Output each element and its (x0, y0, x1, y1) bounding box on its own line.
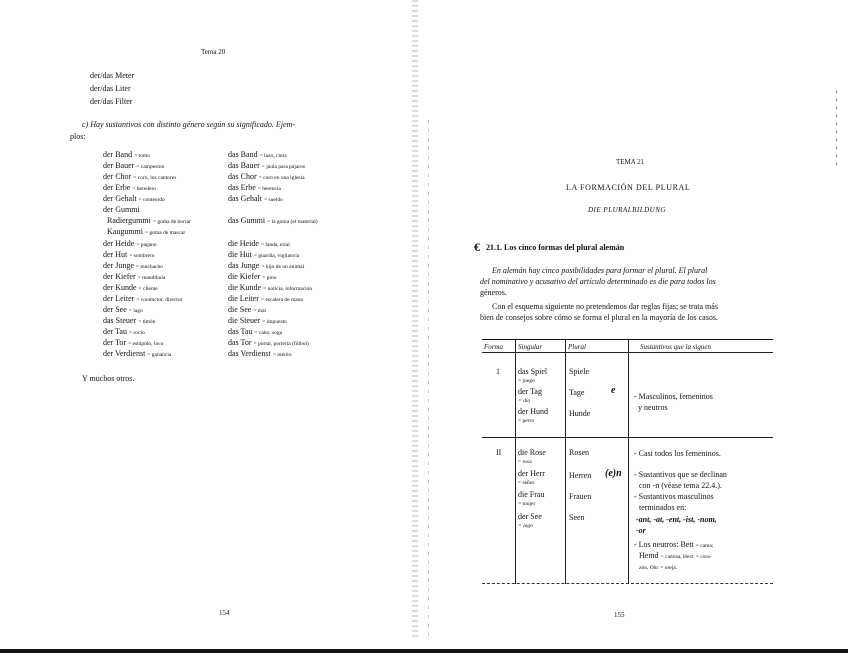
word: das Gummi (228, 216, 266, 225)
gloss: = pagano (136, 242, 157, 248)
word: der Kiefer (103, 272, 136, 281)
singular-word: der Herr (518, 469, 545, 478)
gloss: = contenido (138, 197, 165, 203)
gloss: = heredero (132, 186, 157, 192)
rule-description: - Sustantivos que se declinan (634, 470, 727, 479)
rule-description: terminados en: (639, 503, 687, 512)
table-header: Plural (568, 343, 586, 351)
gloss: = impuesto (262, 319, 287, 325)
gutter-line (428, 120, 429, 640)
table-divider (628, 339, 629, 584)
gloss: = tomo (134, 153, 150, 159)
word: die Kiefer (228, 272, 261, 281)
gloss: = goma de borrar (152, 219, 191, 225)
table-header-divider (482, 352, 773, 353)
word: der Gummi (103, 205, 140, 214)
plural-word: Rosen (569, 448, 589, 457)
pair-right (228, 250, 299, 259)
pair-left (107, 227, 185, 236)
gloss: = mar (253, 308, 267, 314)
pair-left (103, 283, 158, 292)
rule-gloss: = cama; (695, 543, 714, 549)
section-title: 21.1. Los cinco formas del plural alemán (486, 243, 625, 252)
pair-left (107, 216, 191, 225)
plural-word: Spiele (569, 367, 589, 376)
gloss: = sombrero (129, 253, 155, 259)
gloss: = muchacho (135, 264, 163, 270)
rule-gloss: zón, Ohr (639, 565, 659, 571)
word: der See (103, 305, 127, 314)
singular-gloss: = lago (518, 523, 533, 529)
gloss: = timón (138, 319, 156, 325)
para2-line: Con el esquema siguiente no pretendemos dar reglas fijas; se trata más (492, 302, 718, 311)
word: der Band (103, 150, 133, 159)
word: das Verdienst (228, 349, 271, 358)
pair-right (228, 316, 287, 325)
table-header: Singular (518, 343, 543, 351)
word: das Band (228, 150, 258, 159)
pair-left (103, 294, 182, 303)
left-page (0, 0, 420, 640)
gloss: = mandíbula (137, 275, 166, 281)
gloss: = portal, portería (fútbol) (253, 341, 309, 347)
pair-left (103, 349, 171, 358)
pair-left (103, 261, 163, 270)
article-line: der/das Liter (90, 84, 131, 93)
plural-word: Herren (569, 471, 592, 480)
gloss: = landa, erial (260, 242, 290, 248)
pair-left (103, 250, 154, 259)
chapter-subtitle: DIE PLURALBILDUNG (588, 206, 666, 214)
gloss: = ganancia (147, 352, 172, 358)
form-number: II (496, 448, 502, 457)
para2-line: bien de consejos sobre cómo se forma el plural en la mayoría de los casos. (480, 313, 718, 322)
table-header: Forma (484, 343, 504, 351)
page-gutter (412, 0, 418, 640)
word: das Erbe (228, 183, 256, 192)
pair-right (228, 349, 292, 358)
gloss: = herencia (257, 186, 281, 192)
form-number: 1 (496, 367, 500, 376)
word: der Chor (103, 172, 132, 181)
word: der Verdienst (103, 349, 146, 358)
article-line: der/das Meter (90, 71, 135, 80)
pair-left (103, 172, 176, 181)
rule-gloss: = camisa, Herz (660, 554, 694, 560)
section-c-line1: c) Hay sustantivos con distinto género según su significado. Ejem- (82, 120, 296, 129)
word: das Tau (228, 327, 253, 336)
singular-gloss: = rosa (518, 459, 532, 465)
pair-right (228, 272, 276, 281)
gloss: = guardia, vigilancia (253, 253, 300, 259)
gloss: = coro, los cantores (133, 175, 177, 181)
gloss: = hijo de un animal (261, 264, 305, 270)
rule-description (639, 562, 677, 571)
pair-right (228, 305, 266, 314)
pair-left (103, 150, 150, 159)
para1-line: géneros. (480, 288, 507, 297)
word: die See (228, 305, 252, 314)
table-header: Sustantivos que la siguen (640, 343, 711, 351)
section-bullet: € (474, 240, 480, 254)
pair-right (228, 327, 282, 336)
pair-right (228, 283, 312, 292)
pair-right (228, 161, 305, 170)
gloss: = mérito (272, 352, 292, 358)
word: der Bauer (103, 161, 135, 170)
word: der Gehalt (103, 194, 137, 203)
gloss: = noticia, información (263, 286, 313, 292)
word: Kaugummi (107, 227, 143, 236)
pair-right (228, 216, 318, 225)
word: der Tau (103, 327, 127, 336)
singular-word: die Frau (518, 490, 545, 499)
singular-word: das Spiel (518, 367, 548, 376)
pair-left (103, 183, 156, 192)
word: der Erbe (103, 183, 131, 192)
rule-gloss: = cora- (695, 554, 712, 560)
word: der Heide (103, 239, 135, 248)
rule-description (634, 540, 713, 549)
pair-right (228, 239, 290, 248)
rule-description: con -n (véase tema 22.4.). (639, 481, 722, 490)
word: der Leiter (103, 294, 135, 303)
pair-left (103, 205, 140, 214)
gloss: = conductor, director (136, 297, 183, 303)
pair-left (103, 338, 163, 347)
chapter-title: LA FORMACIÓN DEL PLURAL (566, 183, 691, 192)
pair-right (228, 194, 283, 203)
pair-left (103, 161, 164, 170)
singular-gloss: = juego (518, 378, 535, 384)
word: der Tor (103, 338, 127, 347)
article-line: der/das Filter (90, 97, 133, 106)
scan-bottom-bar (0, 649, 848, 653)
rule-description: - Casi todos los femeninos. (634, 449, 721, 458)
para1-line: En alemán hay cinco posibilidades para formar el plural. El plural (492, 266, 708, 275)
word: die Heide (228, 239, 259, 248)
word: die Kunde (228, 283, 262, 292)
gloss: = coro en una iglesia (258, 175, 305, 181)
pair-left (103, 272, 165, 281)
left-page-number: 154 (219, 609, 230, 617)
gloss: = campesino (136, 164, 165, 170)
plural-word: Tage (569, 388, 585, 397)
section-c-line2: plos: (70, 132, 86, 141)
plural-ending: e (611, 385, 616, 396)
rule-gloss: = oreja. (660, 565, 678, 571)
singular-word: der See (518, 512, 542, 521)
rule-description: - Masculinos, femeninos (634, 392, 713, 401)
gloss: = pino (262, 275, 277, 281)
table-row-divider (482, 437, 773, 438)
plural-word: Frauen (569, 492, 592, 501)
pair-right (228, 150, 287, 159)
singular-gloss: = señor (518, 480, 535, 486)
rule-description: - Sustantivos masculinos (634, 492, 714, 501)
gloss: = rocío (128, 330, 145, 336)
table-divider (515, 339, 516, 584)
pair-left (103, 327, 145, 336)
gloss: = sueldo (264, 197, 283, 203)
gloss: = escalera de mano (260, 297, 304, 303)
singular-word: der Hund (518, 407, 548, 416)
gloss: = jaula para pájaros (261, 164, 306, 170)
word: der Junge (103, 261, 134, 270)
word: Radiergummi (107, 216, 151, 225)
word: das Tor (228, 338, 252, 347)
word: die Hut (228, 250, 252, 259)
gloss: = lazo, cinta (259, 153, 287, 159)
table-divider (565, 339, 566, 584)
para1-line: del nominativo y acusativo del artículo determinado es die para todos los (480, 277, 716, 286)
gloss: = cabo, soga (254, 330, 283, 336)
word: die Steuer (228, 316, 261, 325)
gloss: = estúpido, loco (128, 341, 164, 347)
pair-left (103, 194, 165, 203)
rule-text: Hemd (639, 551, 659, 560)
rule-text: - Los neutros: Bett (634, 540, 694, 549)
gloss: = la goma (el material) (267, 219, 318, 225)
word: die Leiter (228, 294, 259, 303)
word: der Hut (103, 250, 128, 259)
rule-description (639, 551, 712, 560)
tema-label: TEMA 21 (616, 158, 645, 166)
plural-word: Seen (569, 513, 585, 522)
edge-mark (836, 90, 837, 170)
gloss: = cliente (138, 286, 158, 292)
singular-gloss: = mujer (518, 501, 536, 507)
singular-gloss: = perro (518, 418, 535, 424)
rule-suffixes: -or (636, 526, 646, 535)
pair-left (103, 305, 143, 314)
word: das Steuer (103, 316, 137, 325)
singular-word: die Rose (518, 448, 546, 457)
word: das Junge (228, 261, 260, 270)
word: der Kunde (103, 283, 137, 292)
gloss: = goma de mascar (145, 230, 186, 236)
pair-right (228, 172, 305, 181)
pair-right (228, 261, 304, 270)
pair-right (228, 294, 303, 303)
rule-suffixes: -ant, -at, -ent, -ist, -nom, (636, 515, 717, 524)
word: das Chor (228, 172, 257, 181)
plural-ending: (e)n (605, 468, 622, 479)
pair-left (103, 316, 155, 325)
left-page-header: Tema 20 (201, 48, 226, 56)
gloss: = lago (128, 308, 143, 314)
singular-gloss: = día (518, 398, 531, 404)
singular-word: der Tag (518, 387, 542, 396)
word: das Gehalt (228, 194, 262, 203)
word: das Bauer (228, 161, 260, 170)
rule-description: y neutros (638, 403, 668, 412)
pair-right (228, 183, 281, 192)
right-page-number: 155 (614, 611, 625, 619)
pair-left (103, 239, 157, 248)
plural-word: Hunde (569, 409, 591, 418)
pair-right (228, 338, 309, 347)
closing-text: Y muchos otros. (82, 374, 135, 383)
